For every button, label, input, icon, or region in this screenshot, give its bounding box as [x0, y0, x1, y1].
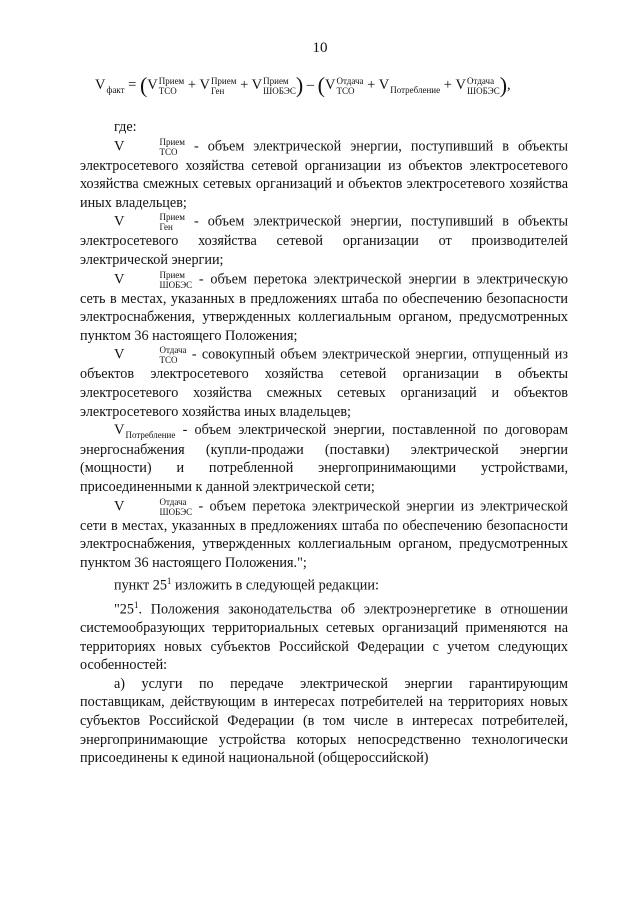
formula-open-1: (	[139, 72, 148, 98]
formula-v: V	[378, 77, 390, 93]
formula-sub-shobes: ШОБЭС	[467, 85, 500, 96]
symbol-sub: ТСО	[159, 146, 178, 157]
paragraph-25-1	[80, 596, 568, 675]
formula-plus: +	[367, 77, 376, 93]
formula	[95, 70, 565, 101]
formula-v: V	[95, 77, 106, 93]
definition-text: - объем перетока электрической энергии в электрическую сеть в местах, указанных в предложениях штаба по обеспечению безопасности электроснабжения, утвержденных коллегиальным органом, предусмотренных пунктом 36 настоящего Положения;	[80, 270, 568, 344]
subparagraph-a: а) услуги по передаче электрической энергии гарантирующим поставщикам, действующим в интересах потребителей на территориях новых субъектов Российской Федерации (в том числе в интересах потребителей, энергопринимающие устройства которых непосредственно технологически присоединены к единой национальной (общероссийской)	[80, 675, 568, 767]
formula-v: V	[251, 77, 263, 93]
punkt-text-rest: изложить в следующей редакции:	[171, 578, 379, 595]
formula-eq: =	[128, 77, 137, 93]
definition-priem-gen	[80, 212, 568, 269]
definition-otdacha-tso	[80, 345, 568, 421]
symbol-sub: ШОБЭС	[159, 279, 193, 290]
definition-potreblenie	[80, 421, 568, 496]
punkt-text: пункт 25	[114, 578, 167, 595]
definition-priem-shobes	[80, 270, 568, 346]
formula-v: V	[147, 77, 158, 93]
p25-sup: 1	[133, 599, 139, 610]
symbol-sup: Отдача	[159, 496, 187, 507]
definition-text: - объем перетока электрической энергии из электрической сети в местах, указанных в предложениях штаба по обеспечению безопасности электроснабжения, утвержденных коллегиальным органом, предусмотренных пунктом 36 настоящего Положения.";	[80, 497, 569, 571]
definition-text: - совокупный объем электрической энергии, отпущенный из объектов электросетевого хозяйства сетевой организации в объекты электросетевого хозяйства смежных сетевых организаций и объектов электросетевого хозяйства иных владельцев;	[80, 346, 568, 420]
punkt-25-1-instruction	[80, 572, 568, 595]
body-text	[80, 118, 568, 768]
formula-sup-priem: Прием	[263, 75, 289, 86]
formula-close-1: )	[295, 72, 304, 98]
formula-sub-potreblenie: Потребление	[390, 85, 441, 95]
formula-sub-tso: ТСО	[158, 85, 177, 96]
symbol-v: V	[114, 270, 125, 287]
symbol-sup: Прием	[159, 212, 185, 223]
definition-otdacha-shobes	[80, 497, 568, 573]
symbol-sub: Ген	[159, 222, 173, 233]
formula-open-2: (	[317, 72, 325, 98]
formula-sub-fact: факт	[106, 85, 125, 95]
formula-sup-otdacha: Отдача	[336, 75, 364, 86]
formula-end: ,	[507, 77, 511, 93]
symbol-sub: Потребление	[125, 430, 176, 441]
formula-plus: +	[187, 77, 197, 93]
symbol-sub: ШОБЭС	[159, 506, 193, 517]
definition-text: - объем электрической энергии, поступивший в объекты электросетевого хозяйства сетевой организации от производителей электрической энергии;	[80, 213, 568, 268]
formula-plus: +	[240, 77, 249, 93]
formula-plus: +	[443, 77, 452, 93]
formula-sup-priem: Прием	[158, 75, 185, 86]
formula-v: V	[324, 77, 336, 93]
punkt-sup: 1	[166, 576, 172, 587]
formula-sup-priem: Прием	[210, 75, 237, 86]
formula-sub-tso: ТСО	[336, 85, 355, 96]
symbol-sup: Прием	[159, 269, 185, 280]
symbol-sub: ТСО	[159, 355, 178, 366]
symbol-v: V	[114, 346, 125, 363]
p25-text: . Положения законодательства об электроэнергетике в отношении системообразующих территориальных сетевых организаций применяются на территориях новых субъектов Российской Федерации с учетом следующих особенностей:	[80, 601, 568, 674]
symbol-v: V	[114, 497, 125, 514]
definition-priem-tso	[80, 137, 568, 213]
definition-text: - объем электрической энергии, поставленной по договорам энергоснабжения (купли-продажи (поставки) электрической энергии (мощности) и потребленной энергопринимающими устройствами, присоединенными к данной электрической сети;	[80, 422, 568, 495]
formula-sub-gen: Ген	[210, 85, 225, 96]
definition-text: - объем электрической энергии, поступивший в объекты электросетевого хозяйства сетевой организации из объектов электросетевого хозяйства смежных сетевых организаций и объектов электросетевого хозяйства иных владельцев;	[80, 137, 568, 211]
page-number: 10	[312, 40, 328, 56]
symbol-v: V	[114, 422, 125, 439]
symbol-v: V	[114, 213, 125, 230]
symbol-v: V	[114, 137, 125, 154]
formula-v: V	[455, 77, 467, 93]
formula-sub-shobes: ШОБЭС	[263, 85, 296, 96]
formula-close-2: )	[499, 72, 508, 98]
formula-minus: –	[306, 77, 315, 93]
symbol-sup: Отдача	[159, 345, 187, 356]
gde-label: где:	[114, 119, 137, 135]
p25-number: "25	[114, 601, 134, 618]
formula-v: V	[199, 77, 210, 93]
formula-sup-otdacha: Отдача	[467, 75, 495, 86]
symbol-sup: Прием	[159, 136, 185, 147]
